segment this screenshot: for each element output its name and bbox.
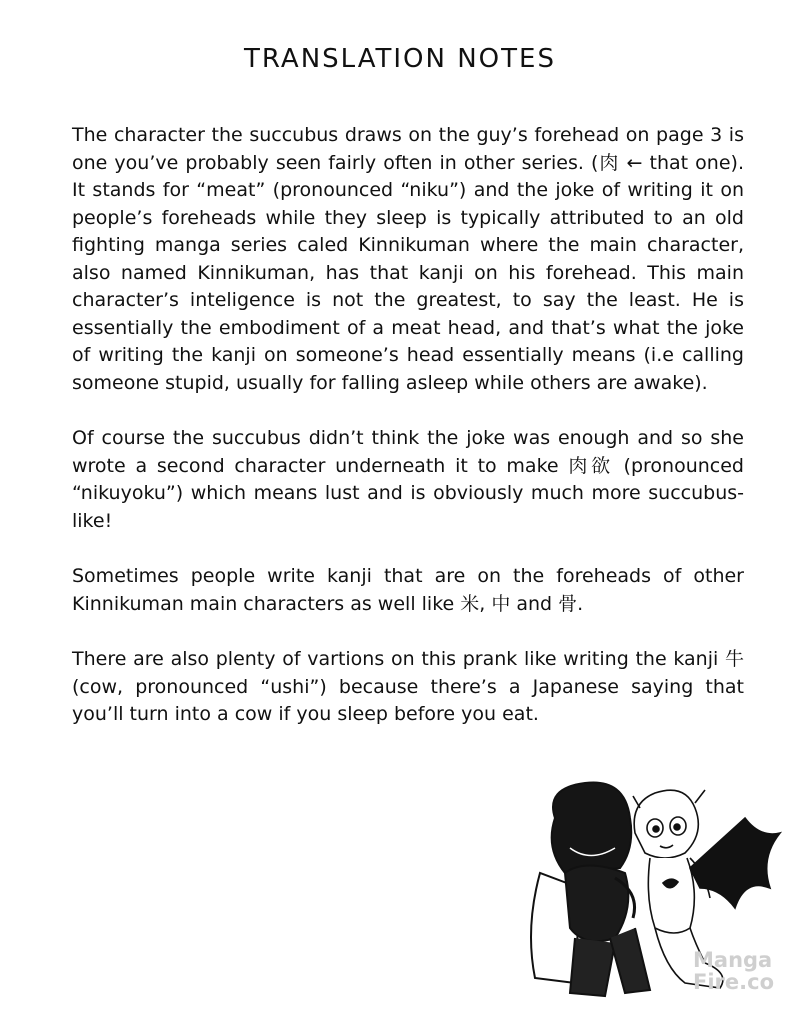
watermark-line-2: Fire.co [693, 970, 774, 994]
page-title: TRANSLATION NOTES [244, 44, 556, 74]
note-paragraph-1: The character the succubus draws on the guy’s forehead on page 3 is one you’ve probably seen fairly often in other series. (肉 ← that one). It stands for “meat” (pronounced “niku”) and the joke of writing it on people’s foreheads while they sleep is typically attributed to an old fighting manga series caled Kinnikuman where the main character, also named Kinnikuman, has that kanji on his forehead. This main character’s inteligence is not the greatest, to say the least. He is essentially the embodiment of a meat head, and that’s what the joke of writing the kanji on someone’s head essentially means (i.e calling someone stupid, usually for falling asleep while others are awake). [72, 124, 744, 394]
notes-body [72, 122, 744, 757]
watermark-line-1: Manga [693, 948, 773, 972]
note-paragraph-4: There are also plenty of vartions on this prank like writing the kanji 牛 (cow, pronounced “ushi”) because there’s a Japanese saying that you’ll turn into a cow if you sleep before you eat. [72, 648, 744, 725]
watermark [693, 949, 774, 993]
note-paragraph-3: Sometimes people write kanji that are on the foreheads of other Kinnikuman main characters as well like 米, 中 and 骨. [72, 565, 744, 615]
boy-figure [531, 782, 650, 996]
note-paragraph-2: Of course the succubus didn’t think the joke was enough and so she wrote a second character underneath it to make 肉欲 (pronounced “nikuyoku”) which means lust and is obviously much more succubus-like! [72, 427, 744, 532]
